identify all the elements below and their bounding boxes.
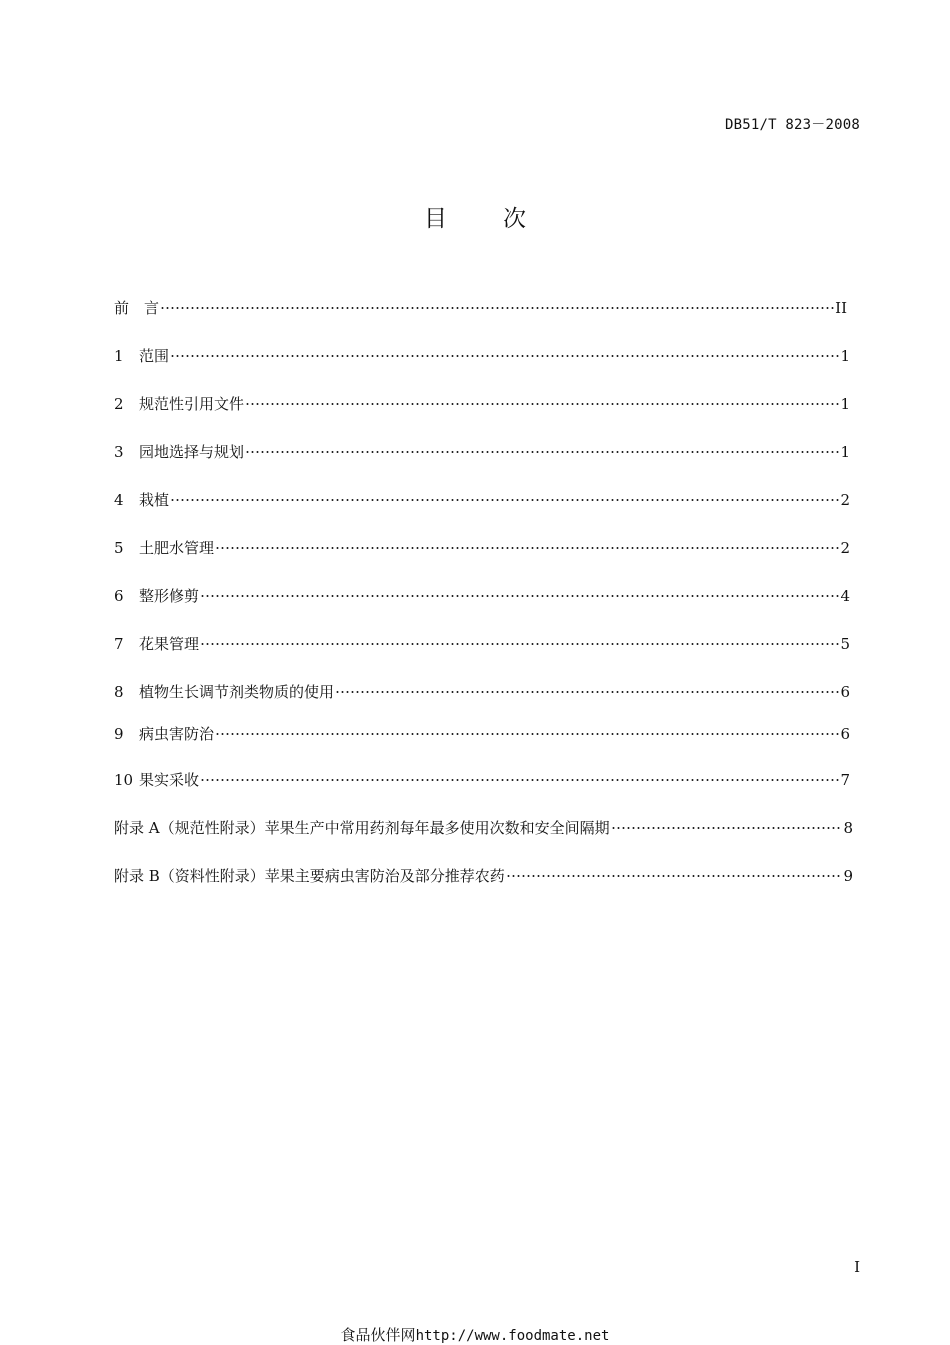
footer-url-link[interactable]: http://www.foodmate.net — [415, 1328, 610, 1344]
toc-entry-page: 1 — [840, 443, 850, 461]
toc-entry-page: 9 — [843, 867, 853, 885]
toc-entry-label: 附录 B（资料性附录）苹果主要病虫害防治及部分推荐农药 — [114, 867, 505, 885]
footer-site-name: 食品伙伴网 — [340, 1326, 416, 1344]
footer-watermark — [0, 1324, 950, 1345]
toc-entry-page: 8 — [843, 819, 853, 837]
toc-entry-page: II — [835, 299, 847, 317]
toc-entry-number: 1 — [114, 347, 124, 365]
toc-entry-label: 病虫害防治 — [139, 725, 215, 743]
toc-entry-number: 6 — [114, 587, 124, 605]
toc-dot-leader — [245, 403, 839, 405]
toc-entry-page: 2 — [840, 491, 850, 509]
toc-entry-label: 土肥水管理 — [139, 539, 215, 557]
toc-dot-leader — [215, 733, 839, 735]
toc-entry-4[interactable] — [114, 489, 850, 511]
toc-entry-label: 附录 A（规范性附录）苹果生产中常用药剂每年最多使用次数和安全间隔期 — [114, 819, 610, 837]
toc-entry-1[interactable] — [114, 345, 850, 367]
toc-entry-7[interactable] — [114, 633, 850, 655]
toc-entry-number: 3 — [114, 443, 124, 461]
toc-entry-number: 7 — [114, 635, 124, 653]
toc-entry-page: 6 — [840, 725, 850, 743]
page-number: I — [854, 1258, 860, 1276]
toc-entry-label: 果实采收 — [139, 771, 200, 789]
toc-entry-label: 整形修剪 — [139, 587, 200, 605]
toc-entry-number: 8 — [114, 683, 124, 701]
toc-entry-page: 2 — [840, 539, 850, 557]
toc-entry-8[interactable] — [114, 681, 850, 703]
toc-entry-number: 4 — [114, 491, 124, 509]
toc-dot-leader — [200, 779, 839, 781]
toc-entry-page: 7 — [840, 771, 850, 789]
toc-entry-page: 5 — [840, 635, 850, 653]
toc-dot-leader — [170, 499, 839, 501]
toc-entry-preface[interactable] — [114, 297, 847, 319]
toc-entry-label: 范围 — [139, 347, 170, 365]
toc-dot-leader — [245, 451, 839, 453]
toc-entry-number: 5 — [114, 539, 124, 557]
toc-entry-6[interactable] — [114, 585, 850, 607]
toc-dot-leader — [200, 643, 839, 645]
toc-entry-number: 2 — [114, 395, 124, 413]
toc-entry-page: 1 — [840, 395, 850, 413]
page-title: 目次 — [424, 206, 582, 232]
toc-dot-leader — [506, 875, 843, 877]
toc-dot-leader — [200, 595, 839, 597]
toc-entry-label: 园地选择与规划 — [139, 443, 245, 461]
toc-entry-label: 栽植 — [139, 491, 170, 509]
toc-entry-page: 1 — [840, 347, 850, 365]
toc-entry-3[interactable] — [114, 441, 850, 463]
toc-entry-label: 植物生长调节剂类物质的使用 — [139, 683, 335, 701]
toc-dot-leader — [611, 827, 843, 829]
toc-entry-2[interactable] — [114, 393, 850, 415]
toc-entry-page: 6 — [840, 683, 850, 701]
toc-dot-leader — [170, 355, 839, 357]
toc-dot-leader — [335, 691, 839, 693]
toc-entry-9[interactable] — [114, 723, 850, 745]
toc-entry-number: 10 — [114, 771, 134, 789]
toc-entry-appendix-a[interactable] — [114, 817, 853, 839]
toc-entry-label: 花果管理 — [139, 635, 200, 653]
toc-entry-label: 前 言 — [114, 299, 160, 317]
document-code: DB51/T 823－2008 — [724, 117, 860, 133]
toc-entry-10[interactable] — [114, 769, 850, 791]
toc-entry-page: 4 — [840, 587, 850, 605]
toc-entry-5[interactable] — [114, 537, 850, 559]
toc-dot-leader — [215, 547, 839, 549]
toc-entry-number: 9 — [114, 725, 124, 743]
toc-entry-label: 规范性引用文件 — [139, 395, 245, 413]
toc-entry-appendix-b[interactable] — [114, 865, 853, 887]
toc-dot-leader — [160, 307, 834, 309]
